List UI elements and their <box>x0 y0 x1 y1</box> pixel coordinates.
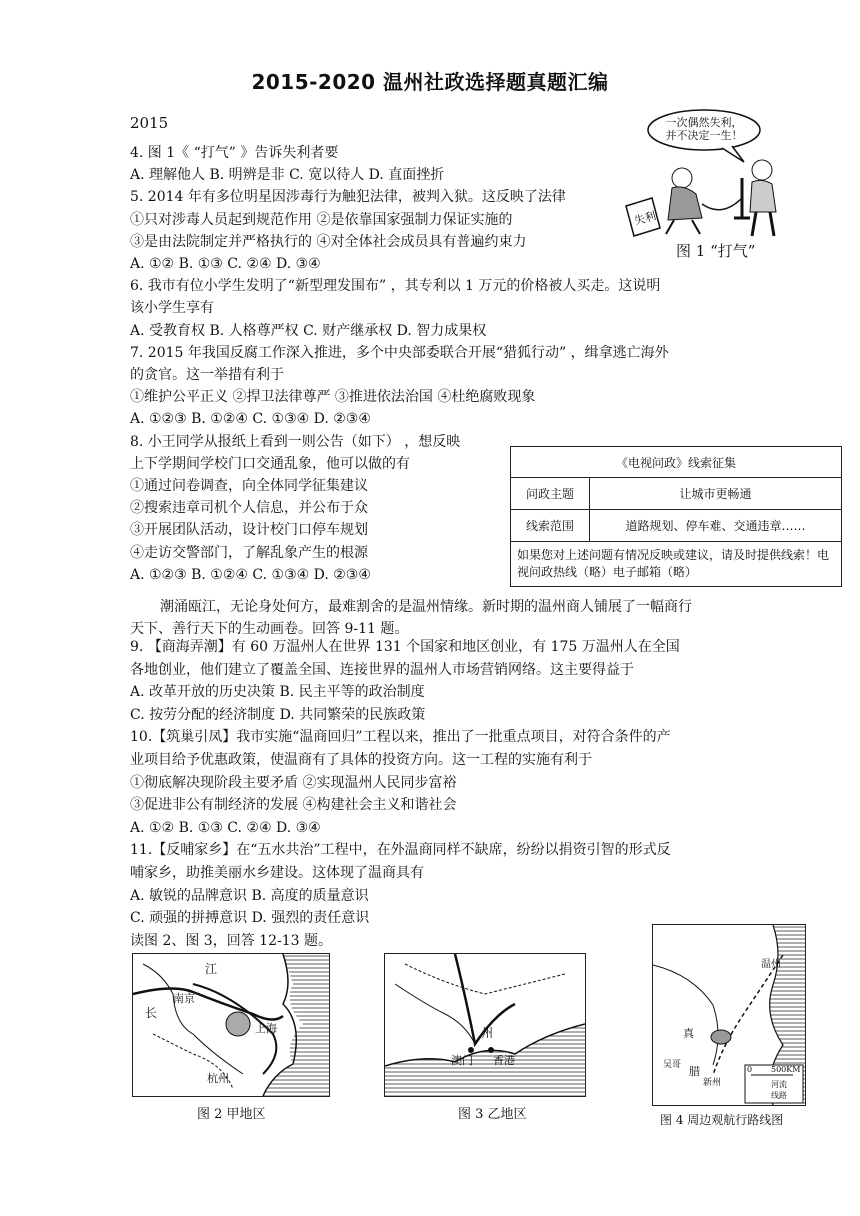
question-line: A. ①② B. ①③ C. ②④ D. ③④ <box>130 819 321 836</box>
question-line: 该小学生享有 <box>130 300 214 317</box>
passage-line: 天下、善行天下的生动画卷。回答 9-11 题。 <box>130 621 409 637</box>
page-title: 2015-2020 温州社政选择题真题汇编 <box>251 70 609 94</box>
question-line: 业项目给予优惠政策，使温商有了具体的投资方向。这一工程的实施有利于 <box>130 752 592 768</box>
notice-footer: 如果您对上述问题有情况反映或建议，请及时提供线索！电视问政热线（略）电子邮箱（略） <box>517 548 830 579</box>
map2-label-hangzhou: 杭州 <box>207 1072 229 1085</box>
question-line: 9. 【商海弄潮】有 60 万温州人在世界 131 个国家和地区创业，有 175 万温州人在全国 <box>130 639 680 655</box>
map4-label-xinzhou: 新州 <box>703 1078 722 1088</box>
question-line: A. ①②③ B. ①②④ C. ①③④ D. ②③④ <box>130 566 371 583</box>
map4-label-wenzhou: 温州 <box>761 959 781 970</box>
question-line: ①只对涉毒人员起到规范作用 ②是依靠国家强制力保证实施的 <box>130 211 513 228</box>
question-line: A. ①②③ B. ①②④ C. ①③④ D. ②③④ <box>130 411 371 428</box>
map2-label-shanghai: 上海 <box>255 1022 277 1035</box>
notice-theme-value: 让城市更畅通 <box>679 487 752 501</box>
question-line: ③开展团队活动，设计校门口停车规划 <box>130 522 368 539</box>
map2-label-jiang: 江 <box>205 962 218 976</box>
map4-legend-route: 线路 <box>771 1091 787 1100</box>
question-line: A. 理解他人 B. 明辨是非 C. 宽以待人 D. 直面挫折 <box>130 167 445 184</box>
question-line: 哺家乡，助推美丽水乡建设。这体现了温商具有 <box>130 865 424 881</box>
notice-row-scope <box>511 510 841 542</box>
map4-scale-zero: 0 <box>747 1065 753 1074</box>
question-line: 10.【筑巢引凤】我市实施“温商回归”工程以来，推出了一批重点项目，对符合条件的产 <box>130 729 671 746</box>
cartoon-paper-text: 失利 <box>632 209 658 228</box>
notice-theme-label: 问政主题 <box>511 478 590 509</box>
notice-scope-label: 线索范围 <box>511 510 590 541</box>
map4-scale-500km: 500KM <box>771 1065 801 1074</box>
map3-caption: 图 3 乙地区 <box>458 1107 527 1122</box>
question-line: ④走访交警部门，了解乱象产生的根源 <box>130 544 368 561</box>
map2-label-chang: 长 <box>145 1006 158 1020</box>
map2-drawing <box>133 954 329 1096</box>
notice-box <box>510 446 842 587</box>
map4-label-zhen: 真 <box>683 1027 694 1040</box>
question-line: 4. 图 1《 “打气” 》告诉失利者要 <box>130 145 339 161</box>
question-line: ①彻底解决现阶段主要矛盾 ②实现温州人民同步富裕 <box>130 774 457 791</box>
notice-title: 《电视问政》线索征集 <box>511 447 841 478</box>
question-line: 的贪官。这一举措有利于 <box>130 367 284 383</box>
notice-row-theme <box>511 478 841 510</box>
question-line: ③促进非公有制经济的发展 ④构建社会主义和谐社会 <box>130 797 457 814</box>
map4-label-wuge: 吴哥 <box>663 1060 682 1070</box>
question-line: A. ①② B. ①③ C. ②④ D. ③④ <box>130 256 321 272</box>
map-figure-4 <box>652 924 806 1106</box>
question-line: 5. 2014 年有多位明星因涉毒行为触犯法律，被判入狱。这反映了法律 <box>130 189 566 206</box>
year-heading: 2015 <box>130 114 169 132</box>
question-line: A. 受教育权 B. 人格尊严权 C. 财产继承权 D. 智力成果权 <box>130 322 487 339</box>
question-line: 8. 小王同学从报纸上看到一则公告（如下） ，想反映 <box>130 433 461 450</box>
figure1-caption: 图 1 “打气” <box>676 242 756 260</box>
question-line: ①维护公平正义 ②捍卫法律尊严 ③推进依法治国 ④杜绝腐败现象 <box>130 389 536 406</box>
question-line: 读图 2、图 3，回答 12-13 题。 <box>130 932 332 949</box>
map3-label-hongkong: 香港 <box>493 1054 515 1067</box>
question-line: ③是由法院制定并严格执行的 ④对全体社会成员具有普遍约束力 <box>130 233 527 250</box>
map2-label-nanjing: 南京 <box>173 992 195 1005</box>
map4-drawing <box>653 925 805 1105</box>
map4-label-la: 腊 <box>689 1065 700 1078</box>
map3-label-zhou: 州 <box>481 1026 494 1040</box>
question-line: ①通过问卷调查，向全体同学征集建议 <box>130 478 368 494</box>
question-line: 7. 2015 年我国反腐工作深入推进，多个中央部委联合开展“猎狐行动” ，缉拿逃亡海外 <box>130 344 669 361</box>
question-line: A. 敏锐的品牌意识 B. 高度的质量意识 <box>130 887 369 904</box>
map-figure-2 <box>132 953 330 1097</box>
cartoon-bubble-text: 一次偶然失利， 并不决定一生！ <box>665 116 743 142</box>
cartoon-figure <box>622 108 790 238</box>
map-figure-3 <box>384 953 586 1097</box>
notice-scope-value: 道路规划、停车难、交通违章…… <box>625 519 806 533</box>
question-line: C. 按劳分配的经济制度 D. 共同繁荣的民族政策 <box>130 706 426 723</box>
question-line: 上下学期间学校门口交通乱象，他可以做的有 <box>130 455 410 472</box>
map2-caption: 图 2 甲地区 <box>197 1107 266 1122</box>
question-line: 各地创业，他们建立了覆盖全国、连接世界的温州人市场营销网络。这主要得益于 <box>130 661 634 678</box>
question-line: A. 改革开放的历史决策 B. 民主平等的政治制度 <box>130 684 425 701</box>
map4-legend-river: 河流 <box>771 1080 787 1089</box>
passage-line: 潮涌瓯江，无论身处何方，最难割舍的是温州情缘。新时期的温州商人铺展了一幅商行 <box>160 599 692 615</box>
map3-label-macau: 澳门 <box>451 1054 473 1067</box>
question-line: ②搜索违章司机个人信息，并公布于众 <box>130 500 368 517</box>
question-line: 11.【反哺家乡】在“五水共治”工程中，在外温商同样不缺席，纷纷以捐资引智的形式反 <box>130 842 671 859</box>
question-line: 6. 我市有位小学生发明了“新型理发围布” ，其专利以 1 万元的价格被人买走。这说明 <box>130 278 661 295</box>
map4-caption: 图 4 周边观航行路线图 <box>660 1113 784 1127</box>
question-line: C. 顽强的拼搏意识 D. 强烈的责任意识 <box>130 910 370 927</box>
